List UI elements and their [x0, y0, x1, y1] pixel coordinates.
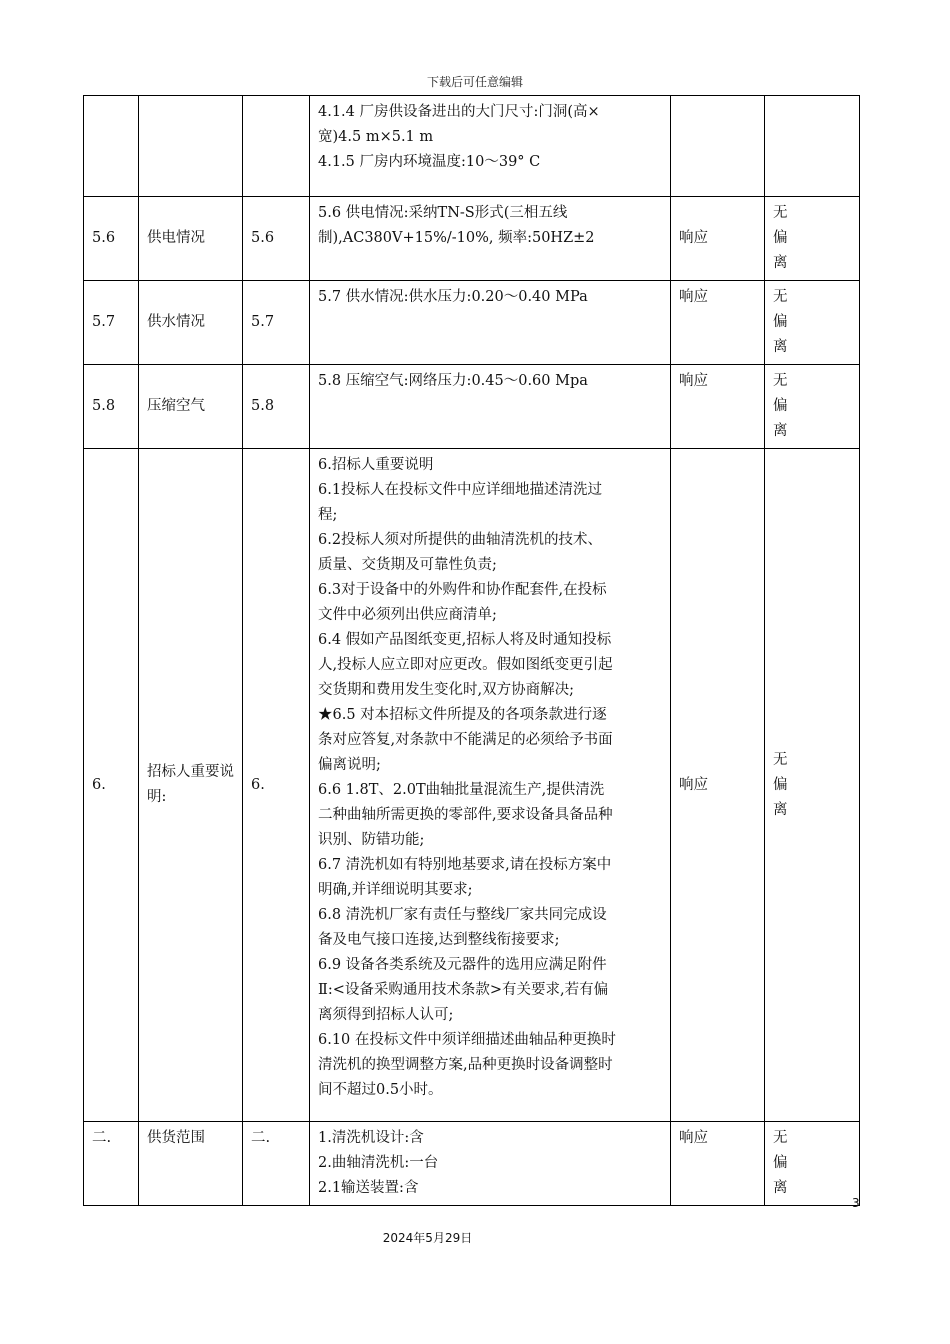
deviation-char: 无: [773, 205, 788, 221]
requirement-line: 5.7 供水情况:供水压力:0.20～0.40 MPa: [318, 289, 588, 305]
table-row: [84, 449, 860, 1122]
page-header: 下载后可任意编辑: [426, 75, 523, 89]
deviation-cell: [765, 365, 860, 449]
footer-date: 2024年5月29日: [382, 1231, 473, 1245]
requirement-line: 二种曲轴所需更换的零部件,要求设备具备品种: [318, 807, 613, 823]
deviation-char: 离: [773, 339, 788, 355]
requirement-line: 4.1.4 厂房供设备进出的大门尺寸:门洞(高×: [318, 104, 600, 120]
clause-number-cell: 二.: [243, 1122, 310, 1206]
clause-number-cell: 5.8: [243, 365, 310, 449]
requirement-line: 6.4 假如产品图纸变更,招标人将及时通知投标: [318, 632, 612, 648]
deviation-char: 无: [773, 373, 788, 389]
requirement-cell: [310, 449, 671, 1122]
requirement-line: 2.曲轴清洗机:一台: [318, 1155, 439, 1171]
item-name-cell: [139, 96, 243, 197]
requirement-line: 6.3对于设备中的外购件和协作配套件,在投标: [318, 582, 607, 598]
deviation-char: 离: [773, 1180, 788, 1196]
table-row: [84, 96, 860, 197]
response-cell: 响应: [671, 1122, 765, 1206]
clause-number-cell: 5.6: [243, 197, 310, 281]
requirement-line: 6.招标人重要说明: [318, 457, 434, 473]
requirement-line: 交货期和费用发生变化时,双方协商解决;: [318, 682, 574, 698]
item-name-cell: 供货范围: [139, 1122, 243, 1206]
item-number-cell: [84, 96, 139, 197]
response-cell: 响应: [671, 365, 765, 449]
requirement-line: 宽)4.5 m×5.1 m: [318, 129, 434, 145]
requirement-line: 6.7 清洗机如有特别地基要求,请在投标方案中: [318, 857, 612, 873]
item-number-cell: 6.: [84, 449, 139, 1122]
table-row: [84, 365, 860, 449]
requirement-line: 6.1投标人在投标文件中应详细地描述清洗过: [318, 482, 603, 498]
clause-number-cell: 6.: [243, 449, 310, 1122]
requirement-cell: [310, 197, 671, 281]
deviation-char: 偏: [773, 230, 788, 246]
deviation-char: 无: [773, 1130, 788, 1146]
requirement-line: 6.8 清洗机厂家有责任与整线厂家共同完成设: [318, 907, 607, 923]
table-row: [84, 197, 860, 281]
deviation-char: 无: [773, 289, 788, 305]
deviation-char: 偏: [773, 314, 788, 330]
requirement-line: 离须得到招标人认可;: [318, 1007, 454, 1023]
requirement-line: 5.8 压缩空气:网络压力:0.45～0.60 Mpa: [318, 373, 588, 389]
item-name-cell: 供水情况: [139, 281, 243, 365]
item-number-cell: 二.: [84, 1122, 139, 1206]
requirement-line: 偏离说明;: [318, 757, 381, 773]
deviation-cell: [765, 197, 860, 281]
deviation-char: 偏: [773, 1155, 788, 1171]
requirement-line: 1.清洗机设计:含: [318, 1130, 424, 1146]
response-cell: [671, 96, 765, 197]
requirement-line: 明确,并详细说明其要求;: [318, 882, 473, 898]
item-name-cell: 压缩空气: [139, 365, 243, 449]
requirement-line: Ⅱ:<设备采购通用技术条款>有关要求,若有偏: [318, 982, 609, 998]
clause-number-cell: 5.7: [243, 281, 310, 365]
deviation-cell: [765, 96, 860, 197]
requirement-line: 5.6 供电情况:采纳TN-S形式(三相五线: [318, 205, 568, 221]
spec-response-table: [83, 95, 860, 1206]
deviation-char: 离: [773, 423, 788, 439]
requirement-line: 2.1输送装置:含: [318, 1180, 419, 1196]
deviation-cell: [765, 449, 860, 1122]
item-number-cell: 5.8: [84, 365, 139, 449]
requirement-line: 6.6 1.8T、2.0T曲轴批量混流生产,提供清洗: [318, 782, 605, 798]
requirement-line: 6.10 在投标文件中须详细描述曲轴品种更换时: [318, 1032, 616, 1048]
deviation-char: 离: [773, 801, 788, 818]
response-cell: 响应: [671, 197, 765, 281]
requirement-line: 4.1.5 厂房内环境温度:10～39° C: [318, 154, 541, 170]
table-row: [84, 1122, 860, 1206]
requirement-line: 清洗机的换型调整方案,品种更换时设备调整时: [318, 1057, 613, 1073]
deviation-cell: [765, 1122, 860, 1206]
requirement-line: 人,投标人应立即对应更改。假如图纸变更引起: [318, 657, 613, 673]
requirement-line: 程;: [318, 507, 338, 523]
requirement-line: 6.9 设备各类系统及元器件的选用应满足附件: [318, 957, 607, 973]
requirement-line: ★6.5 对本招标文件所提及的各项条款进行逐: [318, 707, 607, 723]
requirement-cell: [310, 96, 671, 197]
item-number-cell: 5.7: [84, 281, 139, 365]
item-number-cell: 5.6: [84, 197, 139, 281]
deviation-cell: [765, 281, 860, 365]
table-row: [84, 281, 860, 365]
requirement-line: 文件中必须列出供应商清单;: [318, 607, 497, 623]
requirement-cell: [310, 365, 671, 449]
requirement-line: 备及电气接口连接,达到整线衔接要求;: [318, 932, 560, 948]
item-name-cell: 供电情况: [139, 197, 243, 281]
response-cell: 响应: [671, 449, 765, 1122]
deviation-char: 无: [773, 751, 788, 768]
requirement-line: 制),AC380V+15%/-10%, 频率:50HZ±2: [318, 230, 595, 246]
deviation-char: 离: [773, 255, 788, 271]
item-name-cell: 招标人重要说明:: [139, 449, 243, 1122]
deviation-char: 偏: [773, 776, 788, 793]
requirement-line: 间不超过0.5小时。: [318, 1082, 443, 1098]
requirement-cell: [310, 281, 671, 365]
requirement-line: 条对应答复,对条款中不能满足的必须给予书面: [318, 732, 613, 748]
deviation-char: 偏: [773, 398, 788, 414]
requirement-line: 质量、交货期及可靠性负责;: [318, 557, 497, 573]
clause-number-cell: [243, 96, 310, 197]
requirement-line: 识别、防错功能;: [318, 832, 425, 848]
requirement-line: 6.2投标人须对所提供的曲轴清洗机的技术、: [318, 532, 603, 548]
page-number: 3: [852, 1196, 860, 1210]
requirement-cell: [310, 1122, 671, 1206]
response-cell: 响应: [671, 281, 765, 365]
